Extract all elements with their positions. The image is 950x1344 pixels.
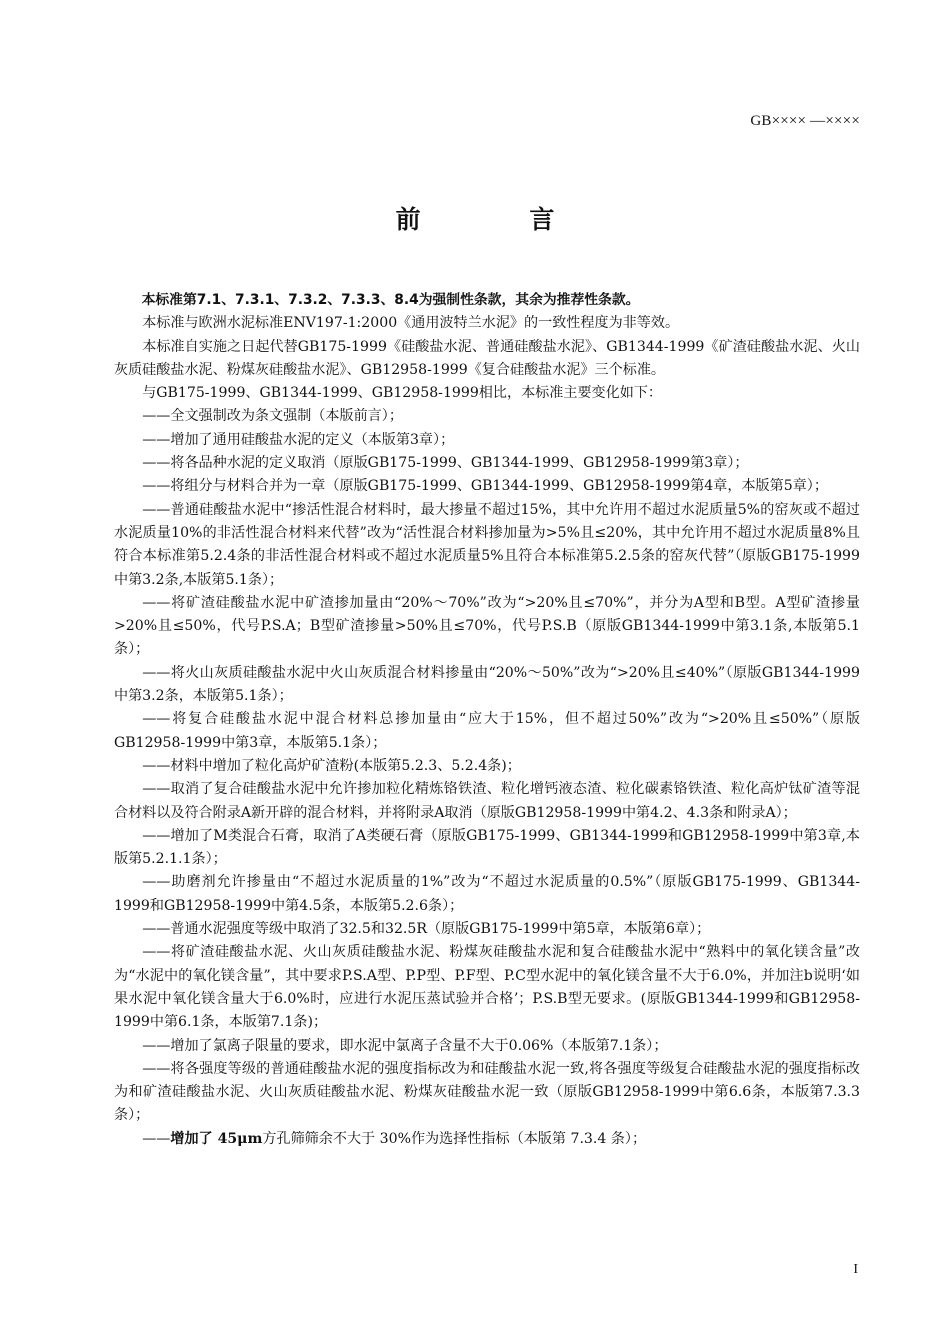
- change-item: ——助磨剂允许掺量由“不超过水泥质量的1%”改为“不超过水泥质量的0.5%”（原版GB175-1999、GB1344-1999和GB12958-1999中第4.5条，本版第5.2.6条）；: [114, 874, 860, 914]
- change-item: ——将各品种水泥的定义取消（原版GB175-1999、GB1344-1999、GB12958-1999第3章）；: [142, 455, 749, 472]
- change-item: ——将组分与材料合并为一章（原版GB175-1999、GB1344-1999、GB12958-1999第4章，本版第5章）；: [142, 478, 828, 495]
- change-item: ——普通硅酸盐水泥中“掺活性混合材料时，最大掺量不超过15%，其中允许用不超过水泥质量5%的窑灰或不超过水泥质量10%的非活性混合材料来代替”改为“活性混合材料掺加量为>5%且≤20%，其中允许用不超过水泥质量8%且符合本标准第5.2.4条的非活性混合材料或不超过水泥质量5%且符合本标准第5.2.5条的窑灰代替”（原版GB175-1999中第3.2条,本版第5.1条）；: [114, 501, 860, 588]
- changes-intro-paragraph: 与GB175-1999、GB1344-1999、GB12958-1999相比，本标准主要变化如下：: [142, 385, 663, 402]
- change-item: ——全文强制改为条文强制（本版前言）；: [142, 408, 403, 425]
- change-item: ——普通水泥强度等级中取消了32.5和32.5R（原版GB175-1999中第5章，本版第6章）；: [142, 921, 711, 938]
- change-item-last: [114, 1128, 860, 1151]
- mandatory-clauses-paragraph: 本标准第7.1、7.3.1、7.3.2、7.3.3、8.4为强制性条款，其余为推荐性条款。: [141, 292, 640, 308]
- foreword-body: [114, 289, 860, 1151]
- change-item: ——增加了M类混合石膏，取消了A类硬石膏（原版GB175-1999、GB1344-1999和GB12958-1999中第3章,本版第5.2.1.1条）；: [114, 827, 860, 868]
- change-item: ——将复合硅酸盐水泥中混合材料总掺加量由“应大于15%，但不超过50%”改为“>20%且≤50%”（原版GB12958-1999中第3章，本版第5.1条）；: [114, 711, 860, 751]
- change-item: ——取消了复合硅酸盐水泥中允许掺加粒化精炼铬铁渣、粒化增钙液态渣、粒化碳素铬铁渣、粒化高炉钛矿渣等混合材料以及符合附录A新开辟的混合材料，并将附录A取消（原版GB12958-1999中第4.2、4.3条和附录A）；: [114, 781, 860, 821]
- standard-code: GB×××× —××××: [750, 113, 860, 129]
- replacement-paragraph: 本标准自实施之日起代替GB175-1999《硅酸盐水泥、普通硅酸盐水泥》、GB1344-1999《矿渣硅酸盐水泥、火山灰质硅酸盐水泥、粉煤灰硅酸盐水泥》、GB12958-1999《复合硅酸盐水泥》三个标准。: [114, 338, 860, 378]
- page-title: 前 言: [395, 205, 605, 234]
- change-item-bold-text: 增加了 45μm: [170, 1130, 263, 1147]
- change-item: ——材料中增加了粒化高炉矿渣粉(本版第5.2.3、5.2.4条)；: [142, 757, 521, 774]
- change-item: ——将火山灰质硅酸盐水泥中火山灰质混合材料掺量由“20%～50%”改为“>20%且≤40%”（原版GB1344-1999中第3.2条，本版第5.1条）；: [114, 664, 860, 705]
- change-item: ——增加了通用硅酸盐水泥的定义（本版第3章）；: [142, 431, 455, 448]
- change-item: ——将矿渣硅酸盐水泥中矿渣掺加量由“20%～70%”改为“>20%且≤70%”，并分为A型和B型。A型矿渣掺量>20%且≤50%，代号P.S.A；B型矿渣掺量>50%且≤70%，代号P.S.B（原版GB1344-1999中第3.1条,本版第5.1条）；: [114, 594, 860, 658]
- change-item: ——将各强度等级的普通硅酸盐水泥的强度指标改为和硅酸盐水泥一致,将各强度等级复合硅酸盐水泥的强度指标改为和矿渣硅酸盐水泥、火山灰质硅酸盐水泥、粉煤灰硅酸盐水泥一致（原版GB12958-1999中第6.6条，本版第7.3.3条）；: [114, 1060, 860, 1124]
- change-item: ——将矿渣硅酸盐水泥、火山灰质硅酸盐水泥、粉煤灰硅酸盐水泥和复合硅酸盐水泥中“熟料中的氧化镁含量”改为“水泥中的氧化镁含量”，其中要求P.S.A型、P.P型、P.F型、P.C型水泥中的氧化镁含量不大于6.0%，并加注b说明‘如果水泥中氧化镁含量大于6.0%时，应进行水泥压蒸试验并合格’；P.S.B型无要求。(原版GB1344-1999和GB12958-1999中第6.1条，本版第7.1条)；: [114, 944, 860, 1031]
- page-number: I: [853, 1262, 858, 1277]
- change-item-dash: ——: [142, 1130, 171, 1147]
- consistency-paragraph: 本标准与欧洲水泥标准ENV197-1:2000《通用波特兰水泥》的一致性程度为非等效。: [142, 315, 680, 332]
- change-item-text: 方孔筛筛余不大于 30%作为选择性指标（本版第 7.3.4 条）；: [262, 1130, 647, 1147]
- change-item: ——增加了氯离子限量的要求，即水泥中氯离子含量不大于0.06%（本版第7.1条）；: [142, 1037, 668, 1054]
